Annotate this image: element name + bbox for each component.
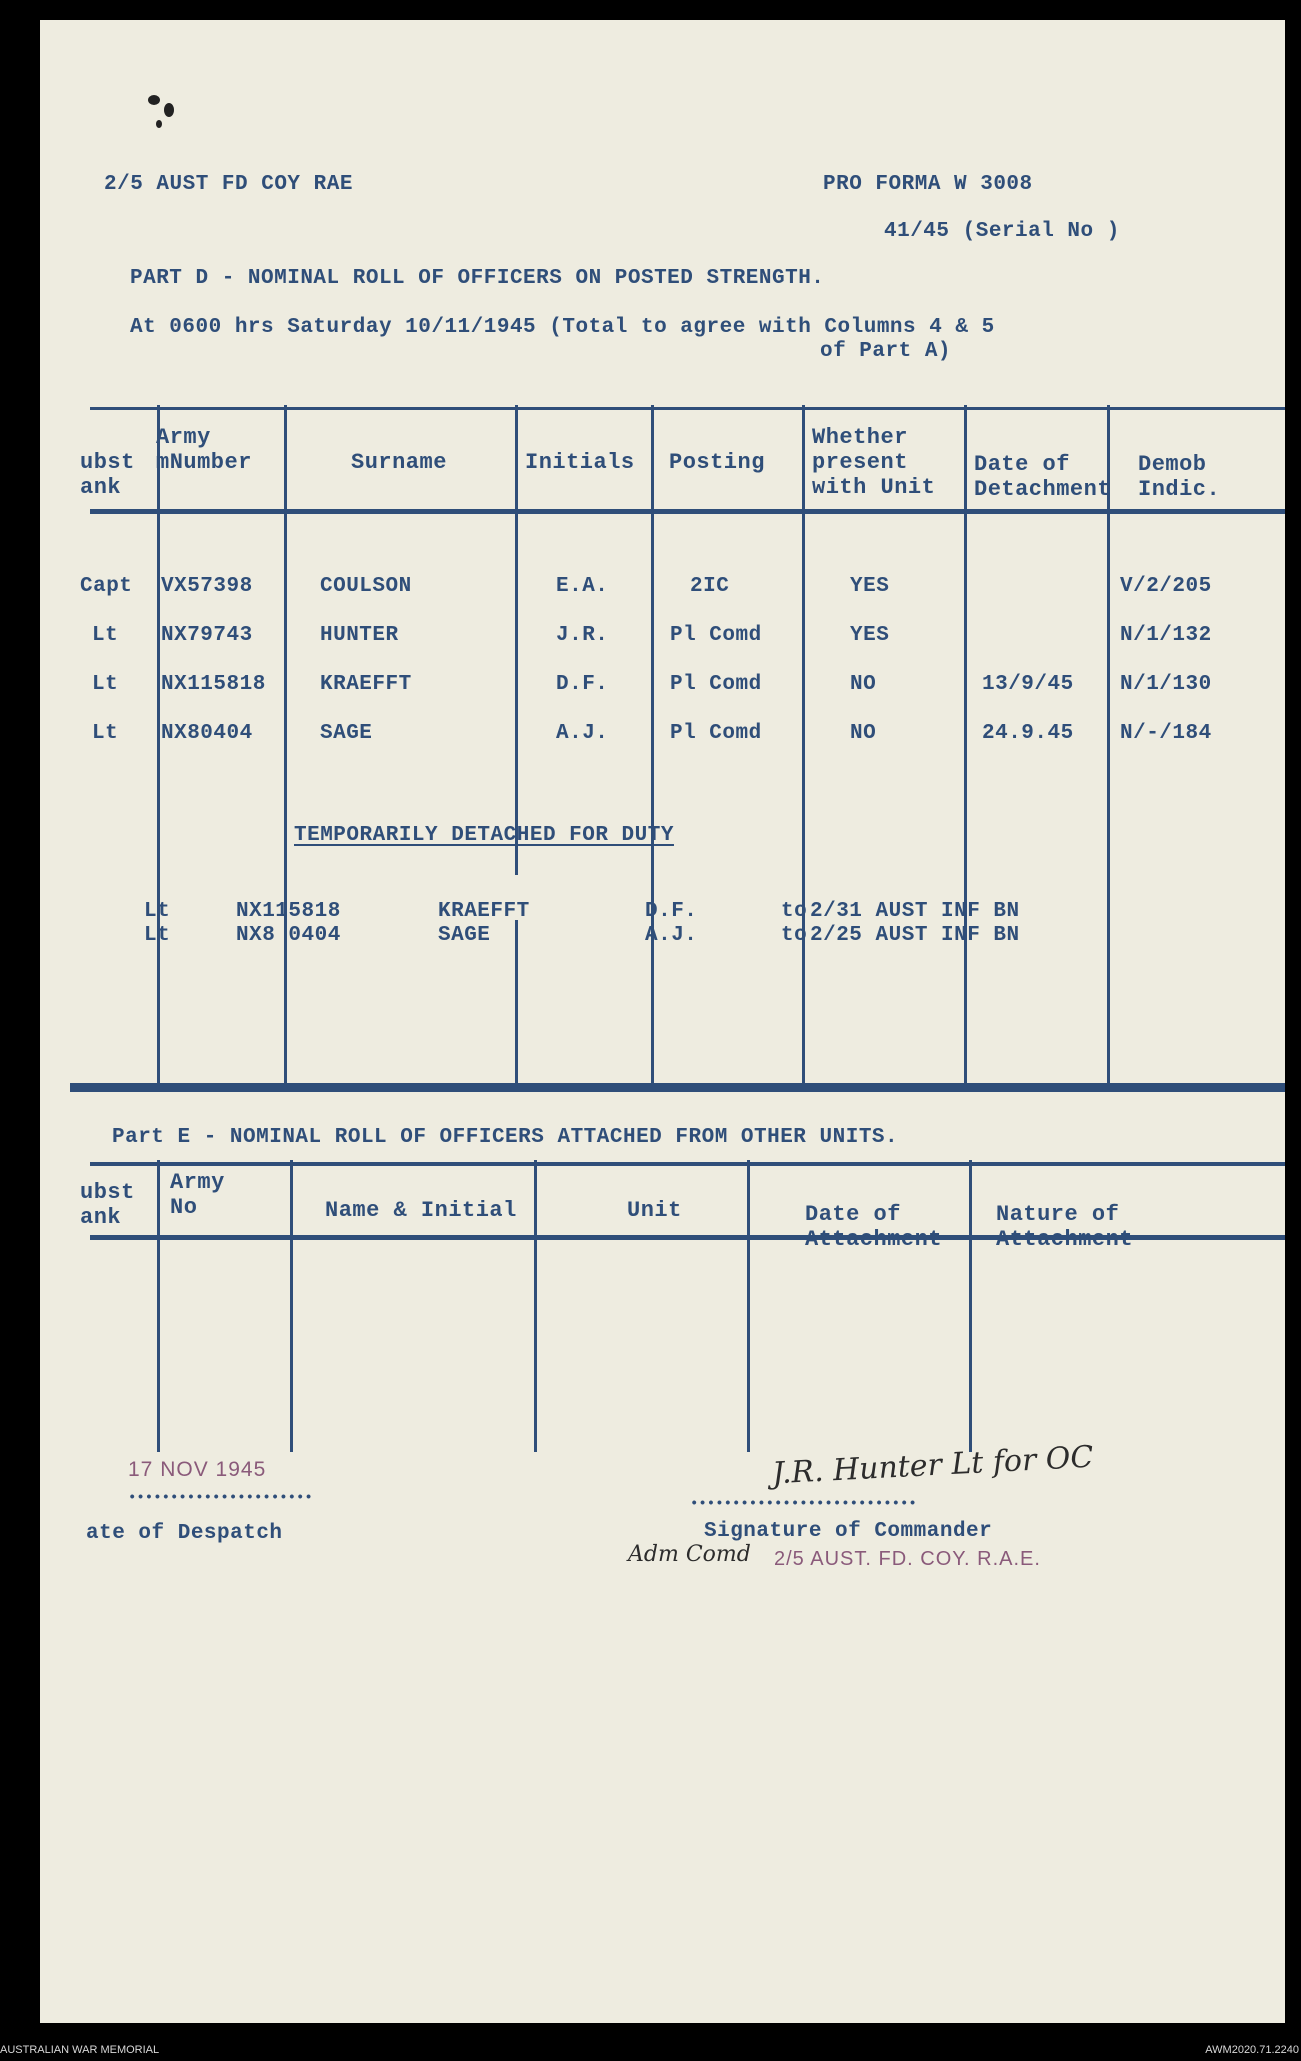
part-d-title: PART D - NOMINAL ROLL OF OFFICERS ON POSTED STRENGTH. (130, 267, 825, 290)
signature-label: Signature of Commander (704, 1520, 993, 1543)
cell-surname: KRAEFFT (320, 673, 412, 696)
cell-detachment: 13/9/45 (982, 673, 1074, 696)
ink-smudge (148, 95, 160, 105)
part-e-header-nature: Nature of Attachment (996, 1202, 1134, 1252)
col-header-demob: Demob Indic. (1138, 452, 1221, 502)
archive-label: AUSTRALIAN WAR MEMORIAL (0, 2044, 160, 2056)
temp-unit: 2/31 AUST INF BN (810, 900, 1020, 923)
cell-number: NX80404 (161, 722, 253, 745)
col-divider (534, 1160, 537, 1452)
col-divider (284, 405, 287, 1085)
temp-surname: SAGE (438, 924, 491, 947)
part-e-title: Part E - NOMINAL ROLL OF OFFICERS ATTACHED FROM OTHER UNITS. (112, 1126, 899, 1149)
part-e-header-date: Date of Attachment (805, 1202, 943, 1252)
temp-rank: Lt (144, 924, 171, 947)
temp-number: NX8 0404 (236, 924, 341, 947)
archive-reference: AWM2020.71.2240 (1205, 2044, 1299, 2056)
cell-present: NO (850, 722, 877, 745)
cell-demob: V/2/205 (1120, 575, 1212, 598)
cell-surname: SAGE (320, 722, 373, 745)
col-divider (515, 405, 518, 875)
unit-title: 2/5 AUST FD COY RAE (104, 173, 353, 196)
cell-rank: Lt (92, 722, 119, 745)
commander-signature: J.R. Hunter Lt for OC (771, 1439, 1095, 1492)
form-number: PRO FORMA W 3008 (823, 173, 1033, 196)
col-divider (157, 405, 160, 1085)
col-divider (1107, 405, 1110, 1085)
cell-present: NO (850, 673, 877, 696)
cell-rank: Capt (80, 575, 133, 598)
cell-demob: N/1/130 (1120, 673, 1212, 696)
dispatch-date-stamp: 17 NOV 1945 (128, 1458, 267, 1481)
cell-posting: Pl Comd (670, 624, 762, 647)
temp-surname: KRAEFFT (438, 900, 530, 923)
col-header-rank: ubst ank (80, 450, 135, 500)
cell-surname: COULSON (320, 575, 412, 598)
ink-smudge (164, 103, 174, 117)
part-e-header-name: Name & Initial (325, 1198, 517, 1223)
part-e-header-rank: ubst ank (80, 1180, 135, 1230)
temp-initials: D.F. (645, 900, 698, 923)
col-divider (651, 405, 654, 1085)
cell-demob: N/1/132 (1120, 624, 1212, 647)
col-header-detachment: Date of Detachment (974, 452, 1112, 502)
cell-number: NX79743 (161, 624, 253, 647)
col-header-posting: Posting (669, 450, 765, 475)
col-divider (802, 405, 805, 1085)
cell-initials: D.F. (556, 673, 609, 696)
cell-surname: HUNTER (320, 624, 399, 647)
col-header-present: Whether present with Unit (812, 425, 936, 500)
part-e-header-number: Army No (170, 1170, 225, 1220)
cell-posting: Pl Comd (670, 722, 762, 745)
col-divider (964, 405, 967, 1085)
cell-rank: Lt (92, 673, 119, 696)
cell-posting: 2IC (690, 575, 730, 598)
dispatch-label: ate of Despatch (86, 1522, 283, 1545)
date-line-2: of Part A) (820, 340, 952, 363)
document-sheet (40, 20, 1285, 2023)
temp-to: to (781, 924, 808, 947)
col-divider (969, 1160, 972, 1452)
cell-number: VX57398 (161, 575, 253, 598)
temp-to: to (781, 900, 808, 923)
rule-part-e-top (90, 1162, 1285, 1166)
rule-top (90, 407, 1285, 410)
temp-detached-title: TEMPORARILY DETACHED FOR DUTY (294, 824, 674, 847)
cell-present: YES (850, 624, 890, 647)
temp-number: NX115818 (236, 900, 341, 923)
ink-smudge (156, 120, 162, 128)
cell-detachment: 24.9.45 (982, 722, 1074, 745)
temp-rank: Lt (144, 900, 171, 923)
col-divider (290, 1160, 293, 1452)
cell-initials: A.J. (556, 722, 609, 745)
col-divider (747, 1160, 750, 1452)
col-header-number: Army mNumber (156, 425, 252, 475)
rule-header-bottom (90, 509, 1285, 514)
signature-dots: ••••••••••••••••••••••••••• (690, 1496, 917, 1512)
col-header-initials: Initials (525, 450, 635, 475)
temp-unit: 2/25 AUST INF BN (810, 924, 1020, 947)
part-e-header-unit: Unit (627, 1198, 682, 1223)
cell-demob: N/-/184 (1120, 722, 1212, 745)
col-header-surname: Surname (351, 450, 447, 475)
cell-initials: E.A. (556, 575, 609, 598)
cell-posting: Pl Comd (670, 673, 762, 696)
cell-present: YES (850, 575, 890, 598)
col-divider (515, 920, 518, 1085)
col-divider (157, 1160, 160, 1452)
adm-comd-handwriting: Adm Comd (628, 1542, 751, 1567)
unit-stamp: 2/5 AUST. FD. COY. R.A.E. (774, 1548, 1041, 1570)
dispatch-dots: •••••••••••••••••••••• (128, 1490, 313, 1506)
cell-initials: J.R. (556, 624, 609, 647)
cell-rank: Lt (92, 624, 119, 647)
rule-part-d-bottom (70, 1083, 1285, 1092)
cell-number: NX115818 (161, 673, 266, 696)
temp-initials: A.J. (645, 924, 698, 947)
date-line: At 0600 hrs Saturday 10/11/1945 (Total to agree with Columns 4 & 5 (130, 316, 995, 339)
serial-number: 41/45 (Serial No ) (884, 220, 1120, 243)
